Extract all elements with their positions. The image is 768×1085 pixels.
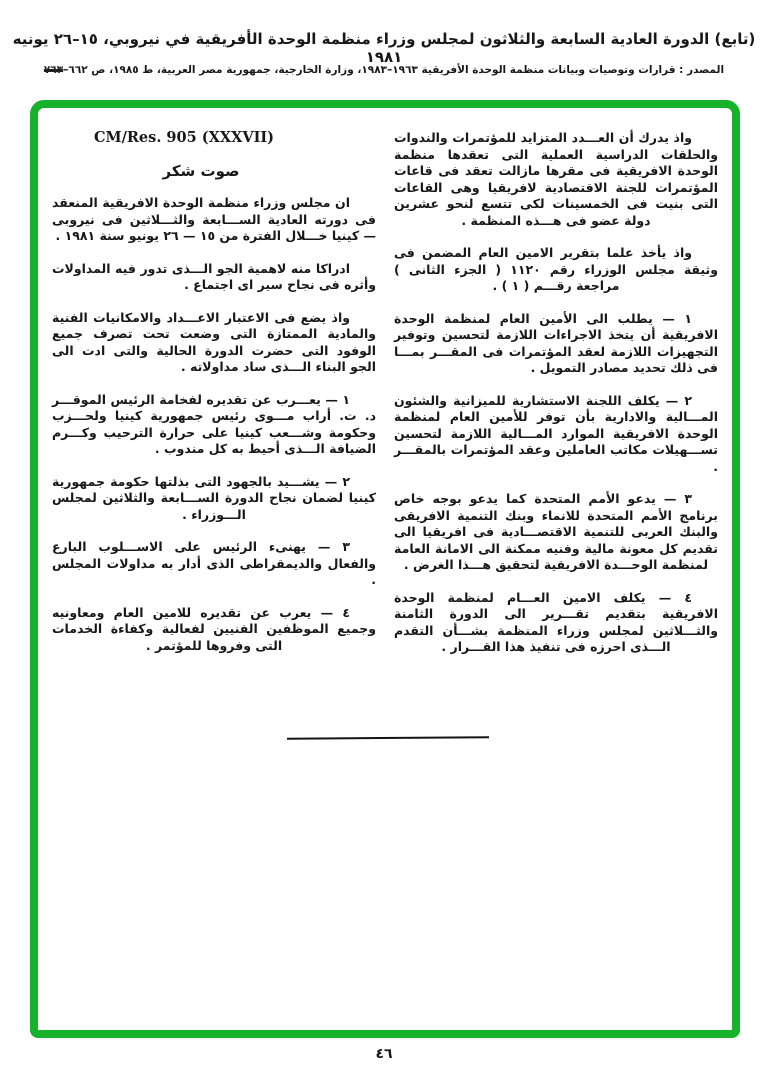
paragraph: ان مجلس وزراء منظمة الوحدة الافريقية المنعقد فى دورته العادية الســـابعة والثـــلاثين فى نيروبى — كينيا خـــلال الفترة من ١٥ — ٢٦ يونيو سنة ١٩٨١ . (52, 195, 376, 243)
two-column-body (38, 108, 732, 1030)
paragraph: ادراكا منه لاهمية الجو الـــذى تدور فيه المداولات وأثره فى نجاح سير اى اجتماع . (52, 260, 376, 292)
paragraph: ٤ — يكلف الامين العـــام لمنظمة الوحدة الافريقية بتقديم تقـــرير الى الدورة الثامنة والثـــلاثين لمجلس وزراء المنظمة بشـــأن التقدم الـــذى احرزه فى تنفيذ هذا القـــرار . (394, 589, 718, 654)
section-title: صوت شكر (162, 161, 240, 180)
paragraph: ٣ — يهنىء الرئيس على الاســـلوب البارع والفعال والديمقراطى الذى أدار به مداولات المجلس . (52, 539, 376, 587)
column-right (394, 130, 718, 1030)
paragraph: واذ يأخذ علما بتقرير الامين العام المضمن فى وثيقة مجلس الوزراء رقم ١١٢٠ ( الجزء الثانى ) مراجعة رقـــم ( ١ ) . (394, 245, 718, 293)
paragraph: ١ — يطلب الى الأمين العام لمنظمة الوحدة الافريقية أن يتخذ الاجراءات اللازمة لتحسين وتوفير التجهيزات اللازمة لعقد المؤتمرات فى المقـــر بمـــا فى ذلك تحديد مصادر التمويل . (394, 310, 718, 375)
source-line (0, 64, 768, 76)
column-left (52, 130, 376, 1030)
green-border-frame (30, 100, 740, 1038)
header-title: (تابع) الدورة العادية السابعة والثلاثون لمجلس وزراء منظمة الوحدة الأفريقية في نيروبي، ١٥–٢٦ يونيه ١٩٨١ (12, 30, 756, 66)
source-page-range-smudge: ٧٦٣ (43, 64, 64, 76)
paragraph: ٣ — يدعو الأمم المتحدة كما يدعو بوجه خاص برنامج الأمم المتحدة للانماء وبنك التنمية الافريقى والبنك العربى للتنمية الاقتصـــادية فى افريقيا الى تقديم كل معونة مالية وفنيه ممكنة الى الامانة العامة لمنظمة الوحـــدة الافريقية لتحقيق هـــذا الغرض . (394, 491, 718, 572)
source-text: المصدر : قرارات وتوصيات وبيانات منظمة الوحدة الأفريقية ١٩٦٣–١٩٨٣، وزارة الخارجية، جمهورية مصر العربية، ط ١٩٨٥، ص ٦٦٢– (63, 64, 725, 76)
paragraph: واذ يدرك أن العـــدد المتزايد للمؤتمرات والندوات والحلقات الدراسية العملية التى تعقدها منظمة الوحدة الافريقية فى مقرها مازالت تعقد فى قاعات المؤتمرات للجنة الاقتصادية لافريقيا وهى القاعات التى بنيت فى الخمسينات لكى تتسع لنحو عشرين دولة عضو فى هـــذه المنظمة . (394, 130, 718, 228)
paragraph: ١ — يعـــرب عن تقديره لفخامة الرئيس الموقـــر د. ت. أراب مـــوى رئيس جمهورية كينيا ولحـــزب وحكومة وشـــعب كينيا على حرارة الترحيب وكـــرم الضيافة الـــذى أحيط به كل مندوب . (52, 391, 376, 456)
paragraph: ٢ — يشـــيد بالجهود التى بذلتها حكومة جمهورية كينيا لضمان نجاح الدورة الســـابعة والثلاثين لمجلس الـــوزراء . (52, 473, 376, 522)
paragraph: ٤ — يعرب عن تقديره للامين العام ومعاونيه وجميع الموظفين الفنيين لفعالية وكفاءة الخدمات التى وفروها للمؤتمر . (52, 604, 376, 653)
resolution-reference: CM/Res. 905 (XXXVII) (94, 129, 275, 146)
page-number: ٤٦ (375, 1046, 393, 1062)
paragraph: واذ يضع فى الاعتبار الاعـــداد والامكانيات الفنية والمادية الممتازة التى وضعت تحت تصرف جميع الوفود التى حضرت الدورة الحالية والتى ادت الى الجو البناء الـــذى ساد مداولاته . (52, 309, 376, 374)
paragraph: ٢ — يكلف اللجنة الاستشارية للميزانية والشئون المـــالية والادارية بأن توفر للأمين العام لمنظمة الوحدة الافريقية الموارد المـــالية اللازمة لتحسين تســـهيلات مكاتب العاملين وعقد المؤتمرات بالمقـــر . (394, 392, 718, 474)
